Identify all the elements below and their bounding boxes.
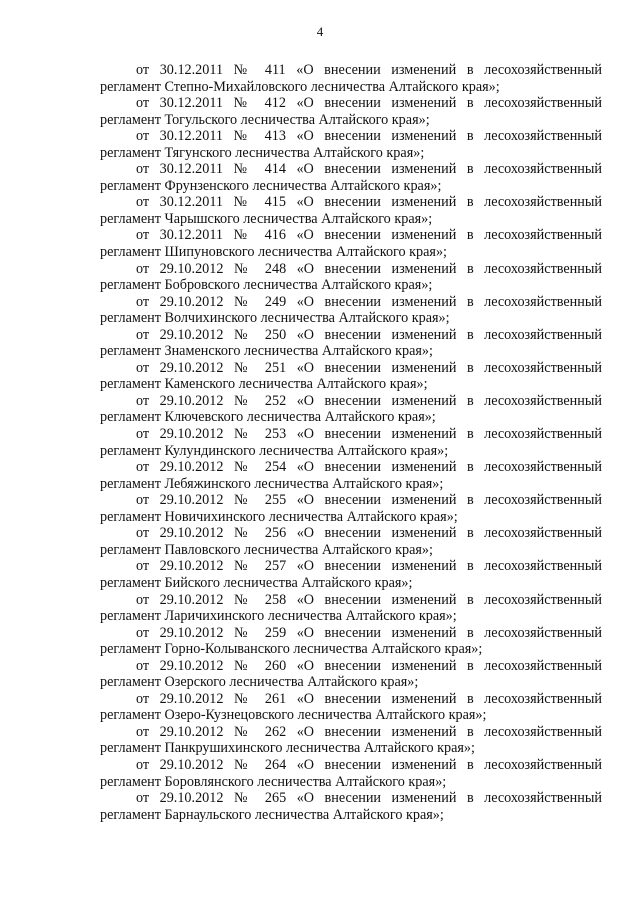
page-number: 4 xyxy=(316,24,324,39)
decree-entry-line2: регламент Тогульского лесничества Алтайского края»; xyxy=(100,111,430,128)
decree-entry-line1: от 29.10.2012 № 258 «О внесении изменений в лесохозяйственный xyxy=(136,591,602,608)
decree-entry-line1: от 30.12.2011 № 412 «О внесении изменений в лесохозяйственный xyxy=(136,95,602,112)
decree-entry-line1: от 29.10.2012 № 252 «О внесении изменений в лесохозяйственный xyxy=(136,392,602,409)
decree-entry xyxy=(100,294,602,327)
decree-list xyxy=(100,62,602,823)
decree-entry-line2: регламент Горно-Колыванского лесничества Алтайского края»; xyxy=(100,641,483,658)
decree-entry-line2: регламент Волчихинского лесничества Алтайского края»; xyxy=(100,310,450,327)
decree-entry xyxy=(100,724,602,757)
decree-entry-line2: регламент Барнаульского лесничества Алтайского края»; xyxy=(100,806,444,823)
decree-entry-line1: от 29.10.2012 № 253 «О внесении изменений в лесохозяйственный xyxy=(136,426,602,443)
decree-entry-line1: от 29.10.2012 № 265 «О внесении изменений в лесохозяйственный xyxy=(136,790,602,807)
decree-entry xyxy=(100,525,602,558)
decree-entry xyxy=(100,95,602,128)
decree-entry-line1: от 29.10.2012 № 254 «О внесении изменений в лесохозяйственный xyxy=(136,459,602,476)
decree-entry-line2: регламент Шипуновского лесничества Алтайского края»; xyxy=(100,244,447,261)
decree-entry-line2: регламент Кулундинского лесничества Алтайского края»; xyxy=(100,442,449,459)
decree-entry xyxy=(100,757,602,790)
decree-entry-line2: регламент Озерского лесничества Алтайского края»; xyxy=(100,674,419,691)
decree-entry-line1: от 30.12.2011 № 415 «О внесении изменений в лесохозяйственный xyxy=(136,194,602,211)
decree-entry xyxy=(100,227,602,260)
decree-entry xyxy=(100,393,602,426)
decree-entry-line1: от 29.10.2012 № 251 «О внесении изменений в лесохозяйственный xyxy=(136,359,602,376)
decree-entry-line2: регламент Лебяжинского лесничества Алтайского края»; xyxy=(100,475,444,492)
decree-entry xyxy=(100,62,602,95)
decree-entry-line2: регламент Чарышского лесничества Алтайского края»; xyxy=(100,210,433,227)
decree-entry xyxy=(100,426,602,459)
decree-entry-line1: от 29.10.2012 № 256 «О внесении изменений в лесохозяйственный xyxy=(136,525,602,542)
decree-entry xyxy=(100,161,602,194)
decree-entry-line1: от 29.10.2012 № 259 «О внесении изменений в лесохозяйственный xyxy=(136,624,602,641)
decree-entry-line1: от 30.12.2011 № 411 «О внесении изменений в лесохозяйственный xyxy=(136,62,602,78)
decree-entry-line1: от 29.10.2012 № 257 «О внесении изменений в лесохозяйственный xyxy=(136,558,602,575)
decree-entry-line1: от 30.12.2011 № 413 «О внесении изменений в лесохозяйственный xyxy=(136,128,602,145)
decree-entry xyxy=(100,691,602,724)
decree-entry xyxy=(100,790,602,823)
decree-entry-line1: от 30.12.2011 № 414 «О внесении изменений в лесохозяйственный xyxy=(136,161,602,178)
decree-entry xyxy=(100,261,602,294)
decree-entry-line2: регламент Новичихинского лесничества Алтайского края»; xyxy=(100,508,458,525)
decree-entry-line2: регламент Панкрушихинского лесничества Алтайского края»; xyxy=(100,740,475,757)
decree-entry-line1: от 29.10.2012 № 262 «О внесении изменений в лесохозяйственный xyxy=(136,723,602,740)
decree-entry xyxy=(100,459,602,492)
decree-entry xyxy=(100,360,602,393)
decree-entry-line2: регламент Павловского лесничества Алтайского края»; xyxy=(100,541,433,558)
decree-entry-line2: регламент Тягунского лесничества Алтайского края»; xyxy=(100,144,425,161)
decree-entry-line1: от 29.10.2012 № 255 «О внесении изменений в лесохозяйственный xyxy=(136,492,602,509)
decree-entry-line2: регламент Степно-Михайловского лесничества Алтайского края»; xyxy=(100,78,500,95)
decree-entry-line1: от 29.10.2012 № 260 «О внесении изменений в лесохозяйственный xyxy=(136,657,602,674)
decree-entry-line2: регламент Озеро-Кузнецовского лесничества Алтайского края»; xyxy=(100,707,487,724)
decree-entry xyxy=(100,194,602,227)
decree-entry xyxy=(100,658,602,691)
decree-entry-line2: регламент Ключевского лесничества Алтайского края»; xyxy=(100,409,436,426)
decree-entry xyxy=(100,492,602,525)
decree-entry xyxy=(100,558,602,591)
decree-entry-line2: регламент Знаменского лесничества Алтайского края»; xyxy=(100,343,433,360)
decree-entry-line1: от 30.12.2011 № 416 «О внесении изменений в лесохозяйственный xyxy=(136,227,602,244)
decree-entry xyxy=(100,592,602,625)
decree-entry-line2: регламент Фрунзенского лесничества Алтайского края»; xyxy=(100,177,442,194)
decree-entry xyxy=(100,625,602,658)
decree-entry-line2: регламент Бобровского лесничества Алтайского края»; xyxy=(100,277,433,294)
decree-entry-line1: от 29.10.2012 № 261 «О внесении изменений в лесохозяйственный xyxy=(136,690,602,707)
decree-entry-line2: регламент Бийского лесничества Алтайского края»; xyxy=(100,574,413,591)
decree-entry-line2: регламент Боровлянского лесничества Алтайского края»; xyxy=(100,773,447,790)
decree-entry-line2: регламент Ларичихинского лесничества Алтайского края»; xyxy=(100,608,457,625)
decree-entry-line2: регламент Каменского лесничества Алтайского края»; xyxy=(100,376,428,393)
decree-entry-line1: от 29.10.2012 № 248 «О внесении изменений в лесохозяйственный xyxy=(136,260,602,277)
decree-entry xyxy=(100,327,602,360)
decree-entry-line1: от 29.10.2012 № 249 «О внесении изменений в лесохозяйственный xyxy=(136,293,602,310)
decree-entry xyxy=(100,128,602,161)
decree-entry-line1: от 29.10.2012 № 250 «О внесении изменений в лесохозяйственный xyxy=(136,326,602,343)
decree-entry-line1: от 29.10.2012 № 264 «О внесении изменений в лесохозяйственный xyxy=(136,756,602,773)
